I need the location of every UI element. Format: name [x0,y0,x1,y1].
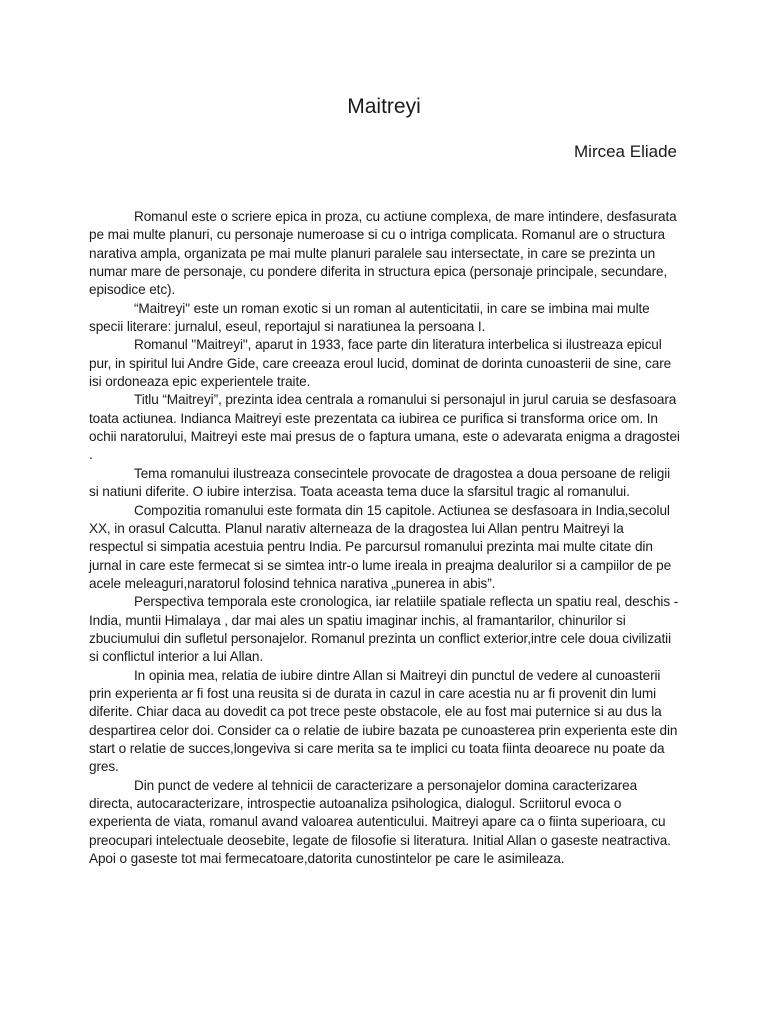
paragraph: Compozitia romanului este formata din 15 capitole. Actiunea se desfasoara in India,secolul XX, in orasul Calcutta. Planul narativ alterneaza de la dragostea lui Allan pentru Maitreyi la respectul si simpatia acestuia pentru India. Pe parcursul romanului prezinta mai multe citate din jurnal in care este fermecat si se simtea intr-o lume ireala in preajma dealurilor si a campiilor de pe acele meleaguri,naratorul folosind tehnica narativa „punerea in abis”. [89,502,672,591]
paragraph: Tema romanului ilustreaza consecintele provocate de dragostea a doua persoane de religii si natiuni diferite. O iubire interzisa. Toata aceasta tema duce la sfarsitul tragic al romanului. [89,465,671,500]
document-body [89,208,681,868]
document-author: Mircea Eliade [574,142,677,161]
paragraph: “Maitreyi" este un roman exotic si un roman al autenticitatii, in care se imbina mai multe specii literare: jurnalul, eseul, reportajul si naratiunea la persoana I. [89,300,650,335]
paragraph: Romanul "Maitreyi", aparut in 1933, face parte din literatura interbelica si ilustreaza epicul pur, in spiritul lui Andre Gide, care creeaza eroul lucid, dominat de dorinta cunoasterii de sine, care isi ordoneaza epic experientele traite. [89,337,672,390]
paragraph: Titlu “Maitreyi”, prezinta idea centrala a romanului si personajul in jurul caruia se desfasoara toata actiunea. Indianca Maitreyi este prezentata ca iubirea ce purifica si transforma orice om. In ochii naratorului, Maitreyi este mai presus de o faptura umana, este o adevarata enigma a dragostei . [89,392,680,463]
document-title: Maitreyi [347,95,421,118]
paragraph: Din punct de vedere al tehnicii de caracterizare a personajelor domina caracterizarea directa, autocaracterizare, introspectie autoanaliza psihologica, dialogul. Scriitorul evoca o experienta de viata, romanul avand valoarea autenticului. Maitreyi apare ca o fiinta superioara, cu preocupari intelectuale deosebite, legate de filosofie si literatura. Initial Allan o gaseste neatractiva. Apoi o gaseste tot mai fermecatoare,datorita cunostintelor pe care le asimileaza. [89,777,671,867]
paragraph: In opinia mea, relatia de iubire dintre Allan si Maitreyi din punctul de vedere al cunoasterii prin experienta ar fi fost una reusita si de durata in cazul in care acestia nu ar fi provenit din lumi diferite. Chiar daca au dovedit ca pot trece peste obstacole, ele au fost mai puternice si au dus la despartirea celor doi. Consider ca o relatie de iubire bazata pe cunoasterea prin experienta este din start o relatie de succes,longeviva si care merita sa te implici cu toata fiinta deoarece nu poate da gres. [89,667,678,775]
paragraph: Romanul este o scriere epica in proza, cu actiune complexa, de mare intindere, desfasurata pe mai multe planuri, cu personaje numeroase si cu o intriga complicata. Romanul are o structura narativa ampla, organizata pe mai multe planuri paralele sau intersectate, in care se prezinta un numar mare de personaje, cu pondere diferita in structura epica (personaje principale, secundare, episodice etc). [89,209,677,298]
paragraph: Perspectiva temporala este cronologica, iar relatiile spatiale reflecta un spatiu real, deschis - India, muntii Himalaya , dar mai ales un spatiu imaginar inchis, al framantarilor, chinurilor si zbuciumului din sufletul personajelor. Romanul prezinta un conflict exterior,intre cele doua civilizatii si conflictul interior a lui Allan. [89,594,679,665]
